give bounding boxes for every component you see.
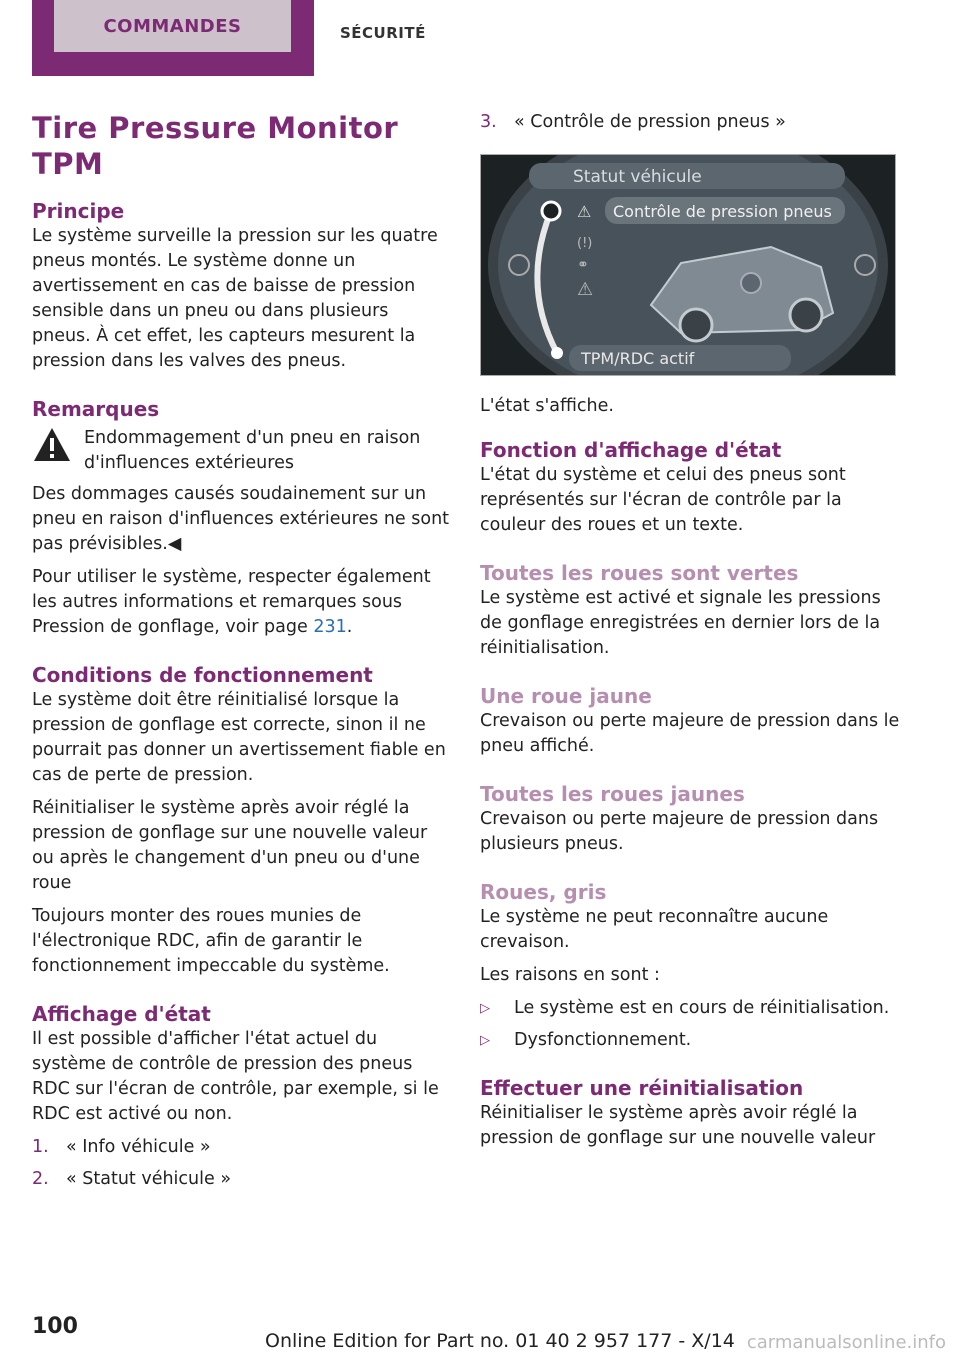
list-item: 1. « Info véhicule » xyxy=(32,1137,211,1157)
gris-text: Le système ne peut reconnaître aucune crevaison. xyxy=(480,907,829,952)
heading-remarques: Remarques xyxy=(32,397,160,421)
step3-list xyxy=(480,110,900,135)
une-jaune-text: Crevaison ou perte majeure de pression dans le pneu affiché. xyxy=(480,711,900,756)
affichage-text: Il est possible d'afficher l'état actuel du système de contrôle de pression des pneus RDC sur l'écran de contrôle, par exemple, si le RDC est activé ou non. xyxy=(32,1029,439,1124)
remarques-text: Pour utiliser le système, respecter également les autres informations et remarques sous Pression de gonflage, voir page 231. xyxy=(32,567,431,637)
menu-item-controle: Contrôle de pression pneus xyxy=(613,202,832,221)
list-item: 2. « Statut véhicule » xyxy=(32,1169,232,1189)
page-link[interactable]: 231 xyxy=(313,617,347,637)
principe-text: Le système surveille la pression sur les quatre pneus montés. Le système donne un avertissement en cas de baisse de pression sensible dans un pneu ou dans plusieurs pneus. À cet effet, les capteurs mesurent la pression dans les valves des pneus. xyxy=(32,226,438,371)
heading-une-jaune: Une roue jaune xyxy=(480,684,652,708)
warning-title: Endommagement d'un pneu en raison d'influences extérieures xyxy=(84,428,421,473)
conditions-p2: Réinitialiser le système après avoir réglé la pression de gonflage sur une nouvelle valeur ou après le changement d'un pneu ou d'une roue xyxy=(32,798,428,893)
conditions-p3: Toujours monter des roues munies de l'électronique RDC, afin de garantir le fonctionnement impeccable du système. xyxy=(32,906,390,976)
vertes-text: Le système est activé et signale les pressions de gonflage enregistrées en dernier lors de la réinitialisation. xyxy=(480,588,881,658)
page-number: 100 xyxy=(32,1314,78,1339)
steps-list xyxy=(32,1135,450,1192)
warning-icon xyxy=(32,426,72,464)
menu-item-statut: Statut véhicule xyxy=(573,167,702,187)
right-column xyxy=(480,110,900,1173)
reinit-text: Réinitialiser le système après avoir réglé la pression de gonflage sur une nouvelle valeur xyxy=(480,1103,876,1148)
section-gris xyxy=(480,879,900,1053)
section-fonction xyxy=(480,437,900,538)
section-une-jaune xyxy=(480,683,900,759)
tab-label: COMMANDES xyxy=(103,15,242,37)
warning-box xyxy=(32,426,450,476)
bullet-triangle-icon: ▷ xyxy=(480,1033,490,1048)
list-item: ▷ Dysfonctionnement. xyxy=(480,1028,900,1053)
edition-footer: Online Edition for Part no. 01 40 2 957 177 - X/14 xyxy=(265,1330,735,1352)
left-column xyxy=(32,110,450,1214)
section-reinit xyxy=(480,1075,900,1151)
control-display-image xyxy=(480,154,896,376)
heading-affichage: Affichage d'état xyxy=(32,1002,211,1026)
warning-triangle-icon: ⚠ xyxy=(577,279,594,300)
section-principe xyxy=(32,198,450,374)
heading-conditions: Conditions de fonctionnement xyxy=(32,663,373,687)
heading-fonction: Fonction d'affichage d'état xyxy=(480,438,782,462)
status-text: TPM/RDC actif xyxy=(581,349,695,368)
tire-pressure-icon: ⚠ xyxy=(577,202,592,221)
tab-commandes[interactable] xyxy=(32,0,314,76)
heading-principe: Principe xyxy=(32,199,125,223)
section-vertes xyxy=(480,560,900,661)
warning-text: Des dommages causés soudainement sur un pneu en raison d'influences extérieures ne sont pas prévisibles.◀ xyxy=(32,484,450,554)
heading-toutes-jaunes: Toutes les roues jaunes xyxy=(480,782,745,806)
selector-knob-icon xyxy=(542,202,560,220)
tpm-int-icon: (!) xyxy=(577,236,593,251)
list-item: ▷ Le système est en cours de réinitialisation. xyxy=(480,996,900,1021)
section-remarques xyxy=(32,396,450,640)
raisons-list xyxy=(480,996,900,1053)
section-conditions xyxy=(32,662,450,979)
heading-reinit: Effectuer une réinitialisation xyxy=(480,1076,804,1100)
fonction-text: L'état du système et celui des pneus sont représentés sur l'écran de contrôle par la couleur des roues et un texte. xyxy=(480,465,846,535)
heading-gris: Roues, gris xyxy=(480,880,607,904)
heading-vertes: Toutes les roues sont vertes xyxy=(480,561,799,585)
toutes-jaunes-text: Crevaison ou perte majeure de pression dans plusieurs pneus. xyxy=(480,809,879,854)
list-item: 3. « Contrôle de pression pneus » xyxy=(480,112,786,132)
page-title: Tire Pressure Monitor TPM xyxy=(32,111,399,181)
after-screen-text: L'état s'affiche. xyxy=(480,396,614,416)
watermark: carmanualsonline.info xyxy=(746,1332,946,1353)
bullet-triangle-icon: ▷ xyxy=(480,1001,490,1016)
raisons-text: Les raisons en sont : xyxy=(480,965,660,985)
tab-securite[interactable]: SÉCURITÉ xyxy=(340,24,426,42)
section-affichage xyxy=(32,1001,450,1192)
conditions-p1: Le système doit être réinitialisé lorsque la pression de gonflage est correcte, sinon il ne pourrait pas donner un avertissement fiable en cas de perte de pression. xyxy=(32,690,446,785)
section-toutes-jaunes xyxy=(480,781,900,857)
car-icon: ⚭ xyxy=(577,257,589,273)
